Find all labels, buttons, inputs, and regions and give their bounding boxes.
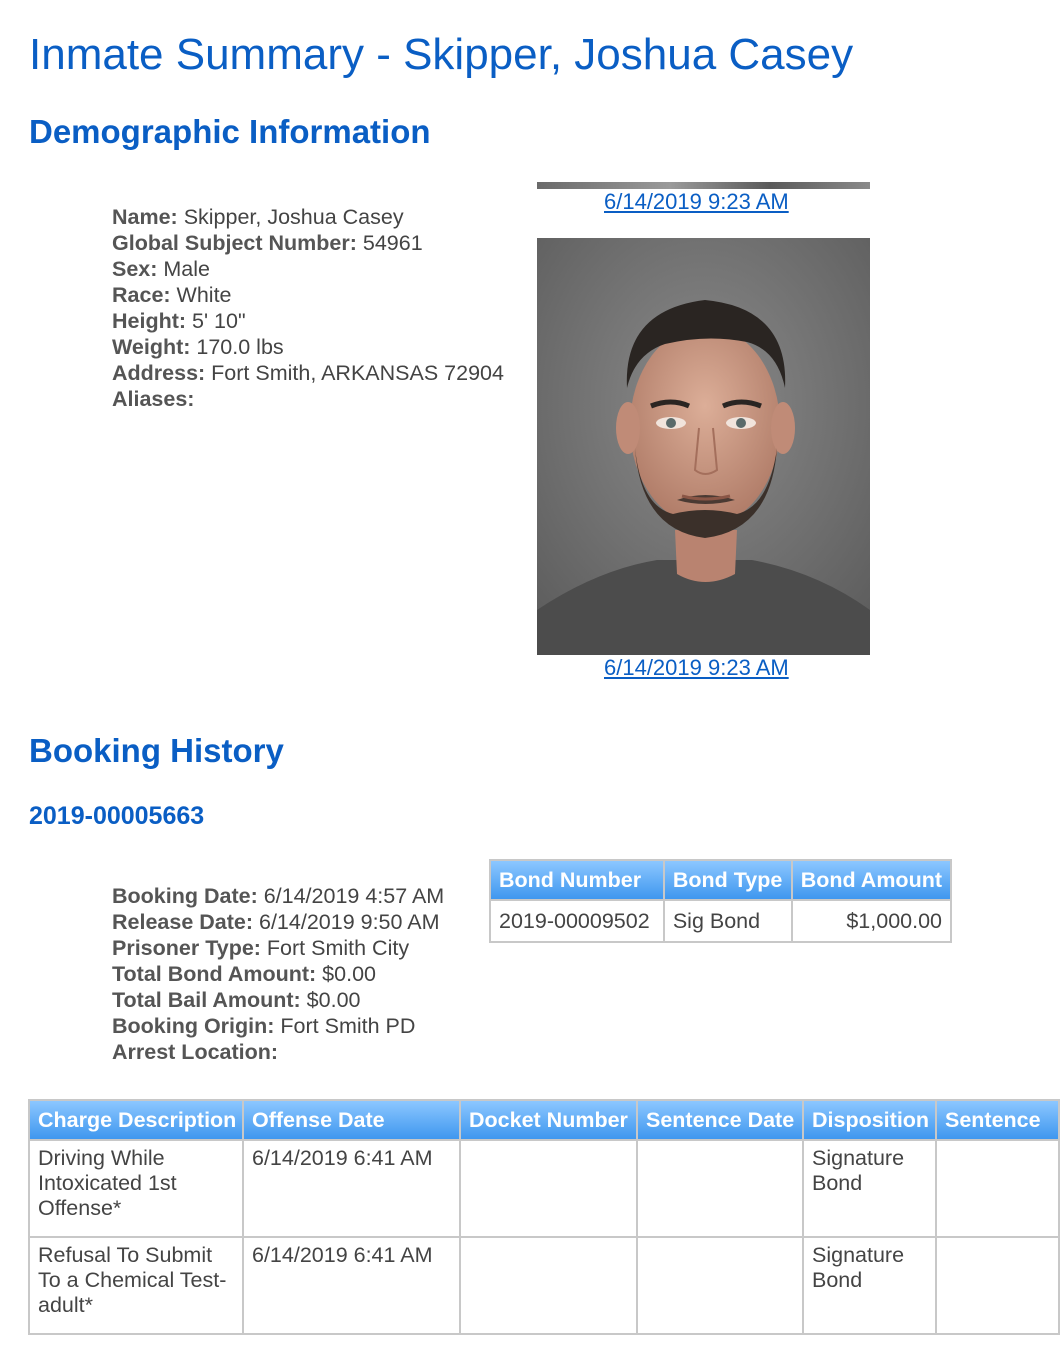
table-row bbox=[490, 900, 951, 942]
offense-date-header[interactable]: Offense Date bbox=[243, 1100, 460, 1140]
bond-table bbox=[489, 859, 952, 943]
charge-description-cell: Driving While Intoxicated 1st Offense* bbox=[29, 1140, 243, 1237]
table-row bbox=[29, 1140, 1059, 1237]
prisoner-type-row: Prisoner Type: Fort Smith City bbox=[112, 936, 410, 960]
sentence-date-header[interactable]: Sentence Date bbox=[637, 1100, 803, 1140]
photo-date-link-1[interactable]: 6/14/2019 9:23 AM bbox=[604, 189, 789, 214]
booking-origin-row: Booking Origin: Fort Smith PD bbox=[112, 1014, 416, 1038]
address-row: Address: Fort Smith, ARKANSAS 72904 bbox=[112, 361, 504, 385]
sentence-header[interactable]: Sentence bbox=[936, 1100, 1059, 1140]
bond-number-cell: 2019-00009502 bbox=[490, 900, 664, 942]
sex-row: Sex: Male bbox=[112, 257, 210, 281]
charge-description-header[interactable]: Charge Description bbox=[29, 1100, 243, 1140]
charge-description-cell: Refusal To Submit To a Chemical Test-adult* bbox=[29, 1237, 243, 1334]
disposition-cell: Signature Bond bbox=[803, 1140, 936, 1237]
bond-table-header bbox=[490, 860, 951, 900]
offense-date-cell: 6/14/2019 6:41 AM bbox=[243, 1140, 460, 1237]
charges-table-header bbox=[29, 1100, 1059, 1140]
disposition-cell: Signature Bond bbox=[803, 1237, 936, 1334]
booking-number: 2019-00005663 bbox=[29, 802, 205, 830]
sentence-date-cell bbox=[637, 1237, 803, 1334]
docket-number-cell bbox=[460, 1237, 637, 1334]
table-row bbox=[29, 1237, 1059, 1334]
name-row: Name: Skipper, Joshua Casey bbox=[112, 205, 404, 229]
arrest-location-row: Arrest Location: bbox=[112, 1040, 279, 1064]
disposition-header[interactable]: Disposition bbox=[803, 1100, 936, 1140]
booking-fields bbox=[112, 883, 444, 1065]
docket-number-header[interactable]: Docket Number bbox=[460, 1100, 637, 1140]
race-row: Race: White bbox=[112, 283, 232, 307]
total-bond-amount-row: Total Bond Amount: $0.00 bbox=[112, 962, 376, 986]
sentence-cell bbox=[936, 1140, 1059, 1237]
bond-amount-cell: $1,000.00 bbox=[792, 900, 951, 942]
offense-date-cell: 6/14/2019 6:41 AM bbox=[243, 1237, 460, 1334]
demographic-fields bbox=[112, 204, 504, 412]
mugshot-photo-2[interactable] bbox=[537, 238, 870, 655]
demographic-heading: Demographic Information bbox=[29, 113, 431, 150]
sentence-cell bbox=[936, 1237, 1059, 1334]
bond-amount-header[interactable]: Bond Amount bbox=[792, 860, 951, 900]
photo-date-link-2[interactable]: 6/14/2019 9:23 AM bbox=[604, 655, 789, 680]
height-row: Height: 5' 10" bbox=[112, 309, 246, 333]
booking-date-row: Booking Date: 6/14/2019 4:57 AM bbox=[112, 884, 445, 908]
total-bail-amount-row: Total Bail Amount: $0.00 bbox=[112, 988, 361, 1012]
page-title: Inmate Summary - Skipper, Joshua Casey bbox=[29, 30, 854, 79]
aliases-row: Aliases: bbox=[112, 387, 195, 411]
release-date-row: Release Date: 6/14/2019 9:50 AM bbox=[112, 910, 440, 934]
mugshot-image bbox=[537, 238, 870, 655]
sentence-date-cell bbox=[637, 1140, 803, 1237]
bond-number-header[interactable]: Bond Number bbox=[490, 860, 664, 900]
charges-table bbox=[28, 1099, 1060, 1335]
weight-row: Weight: 170.0 lbs bbox=[112, 335, 284, 359]
docket-number-cell bbox=[460, 1140, 637, 1237]
bond-type-header[interactable]: Bond Type bbox=[664, 860, 792, 900]
bond-type-cell: Sig Bond bbox=[664, 900, 792, 942]
global-subject-number-row: Global Subject Number: 54961 bbox=[112, 231, 423, 255]
mugshot-photo-1[interactable] bbox=[537, 182, 870, 189]
booking-history-heading: Booking History bbox=[29, 732, 284, 769]
